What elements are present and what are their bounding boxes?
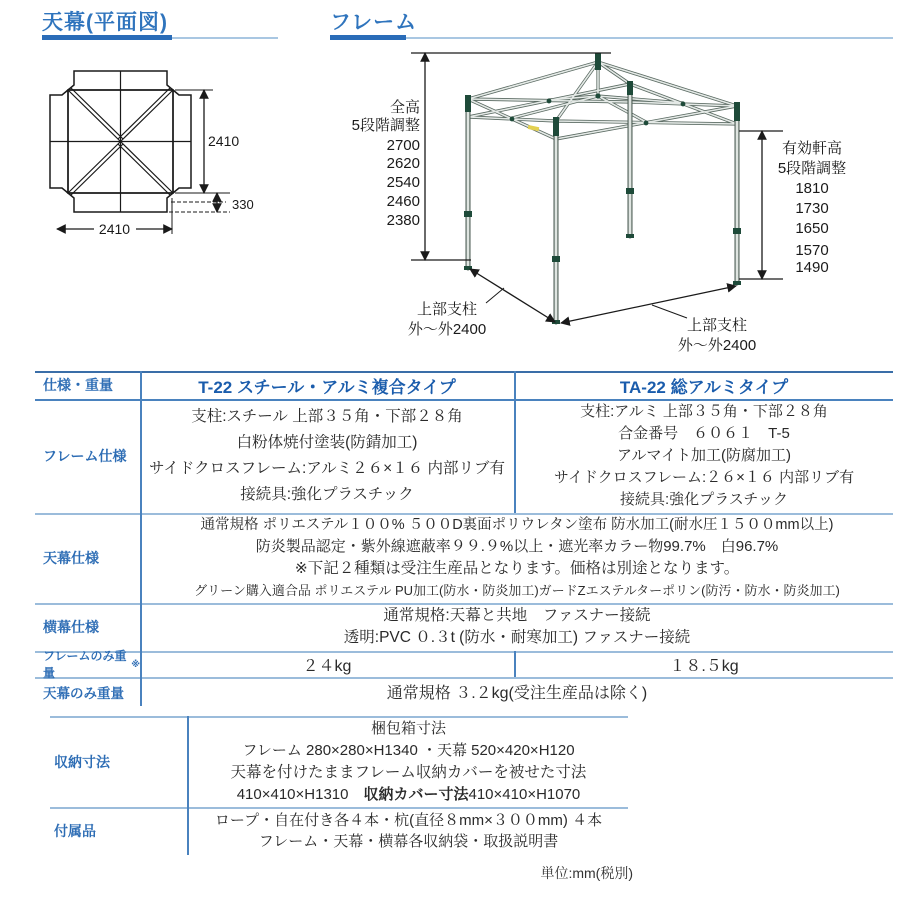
- svg-text:5段階調整: 5段階調整: [351, 117, 420, 134]
- svg-text:上部支柱: 上部支柱: [416, 301, 478, 318]
- frame-spec-t22-line: 白粉体焼付塗装(防錆加工): [236, 434, 418, 451]
- row-label-canopy-spec: 天幕仕様: [43, 550, 99, 566]
- plan-title-underline: [42, 35, 172, 40]
- accessories-line: フレーム・天幕・横幕各収納袋・取扱説明書: [258, 833, 559, 850]
- cell-frame-weight-ta22: １８.５kg: [669, 657, 739, 675]
- cell-frame-weight-t22: ２４kg: [302, 657, 352, 675]
- svg-text:外〜外2400: 外〜外2400: [407, 321, 487, 338]
- cell-side-spec: [141, 603, 893, 651]
- svg-text:2460: 2460: [386, 193, 420, 210]
- row-label-canopy-weight: 天幕のみ重量: [43, 685, 124, 701]
- storage-cover-dims-pre: 410×410×H1310: [236, 785, 364, 803]
- frame-total-height-labels: [352, 98, 420, 229]
- frame-section-title: フレーム: [330, 11, 418, 34]
- cell-frame-spec-ta22: [515, 399, 893, 513]
- frame-dim-refs-right: [739, 131, 783, 279]
- svg-text:1490: 1490: [795, 259, 829, 276]
- storage-line-cover-desc: 天幕を付けたままフレーム収納カバーを被せた寸法: [230, 763, 587, 781]
- row-label-accessories: 付属品: [54, 823, 96, 839]
- canopy-spec-line: ※下記２種類は受注生産品となります。価格は別途となります。: [294, 560, 740, 577]
- svg-text:1570: 1570: [795, 242, 829, 259]
- side-spec-line: 通常規格:天幕と共地 ファスナー接続: [383, 607, 651, 624]
- svg-text:2540: 2540: [386, 174, 420, 191]
- canopy-spec-line: グリーン購入適合品 ポリエステル PU加工(防水・防炎加工)ガードZエステルターポリン(防汚・防水・防炎加工): [194, 583, 840, 598]
- svg-text:5段階調整: 5段階調整: [777, 160, 847, 177]
- frame-spec-t22-line: 支柱:スチール 上部３５角・下部２８角: [191, 408, 463, 425]
- accessories-line: ロープ・自在付き各４本・杭(直径８mm×３００mm) ４本: [214, 812, 603, 829]
- cell-accessories: [189, 807, 628, 855]
- cell-canopy-weight: 通常規格 ３.２kg(受注生産品は除く): [386, 685, 648, 702]
- frame-ground-dim-left: [470, 269, 555, 322]
- side-spec-line: 透明:PVC ０.３t (防水・耐寒加工) ファスナー接続: [343, 629, 691, 646]
- canopy-spec-line: 防炎製品認定・紫外線遮蔽率９９.９%以上・遮光率カラー物99.7% 白96.7%: [255, 538, 779, 555]
- row-label-storage: 収納寸法: [54, 753, 110, 770]
- cell-storage: [189, 716, 628, 807]
- canopy-plan-diagram: [30, 42, 290, 254]
- spec-table-header-ta22: TA-22 総アルミタイプ: [619, 377, 789, 397]
- plan-dim-flap-label: 330: [232, 197, 254, 212]
- frame-spec-t22-line: サイドクロスフレーム:アルミ２６×１６ 内部リブ有: [148, 460, 506, 477]
- plan-section-title: 天幕(平面図): [42, 11, 168, 34]
- spec-table-corner-label: 仕様・重量: [43, 377, 113, 393]
- svg-text:2620: 2620: [386, 155, 420, 172]
- svg-text:2380: 2380: [386, 212, 420, 229]
- row-label-side-spec: 横幕仕様: [43, 619, 99, 635]
- plan-dim-ext-flap: [169, 202, 230, 212]
- storage-line-box-title: 梱包箱寸法: [370, 719, 446, 737]
- frame-eave-height-labels: [778, 139, 846, 276]
- svg-text:1730: 1730: [795, 200, 829, 217]
- unit-note: 単位:mm(税別): [540, 865, 633, 881]
- frame-weight-footnote-mark: ※: [131, 658, 140, 669]
- cell-frame-spec-t22: [141, 399, 513, 513]
- storage-cover-dims-post: 410×410×H1070: [468, 785, 581, 803]
- frame-pillar-labels: [408, 301, 756, 354]
- spec-table-header-t22: T-22 スチール・アルミ複合タイプ: [198, 377, 456, 397]
- svg-text:外〜外2400: 外〜外2400: [677, 337, 757, 354]
- svg-text:2700: 2700: [386, 137, 420, 154]
- cell-canopy-spec: [141, 513, 893, 603]
- plan-dim-bottom-label: 2410: [98, 221, 131, 237]
- storage-cover-dims-bold: 収納カバー寸法: [363, 785, 469, 803]
- row-label-frame-spec: フレーム仕様: [43, 448, 127, 464]
- plan-dim-right-label: 2410: [208, 133, 240, 149]
- frame-spec-ta22-line: 接続具:強化プラスチック: [620, 491, 788, 508]
- frame-spec-t22-line: 接続具:強化プラスチック: [240, 486, 414, 503]
- frame-diagram: [325, 38, 900, 360]
- canopy-spec-line: 通常規格 ポリエステル１００% ５００D裏面ポリウレタン塗布 防水加工(耐水圧１５００mm以上): [200, 517, 834, 533]
- svg-text:有効軒高: 有効軒高: [781, 140, 843, 157]
- frame-spec-ta22-line: サイドクロスフレーム:２６×１６ 内部リブ有: [553, 469, 855, 486]
- plan-title-underline-light: [172, 37, 278, 39]
- svg-text:1810: 1810: [795, 180, 829, 197]
- frame-spec-ta22-line: 合金番号 ６０６１ T-5: [618, 425, 790, 442]
- row-label-frame-weight: [35, 649, 140, 680]
- svg-text:上部支柱: 上部支柱: [686, 317, 748, 334]
- storage-line-frame-canopy: フレーム 280×280×H1340 ・天幕 520×420×H120: [242, 741, 575, 759]
- svg-text:全高: 全高: [389, 99, 420, 116]
- frame-weight-label-text: フレームのみ重量: [43, 649, 127, 680]
- storage-line-cover-dims: [237, 784, 581, 806]
- frame-spec-ta22-line: 支柱:アルミ 上部３５角・下部２８角: [580, 403, 828, 420]
- frame-spec-ta22-line: アルマイト加工(防腐加工): [616, 447, 792, 464]
- svg-text:1650: 1650: [795, 220, 829, 237]
